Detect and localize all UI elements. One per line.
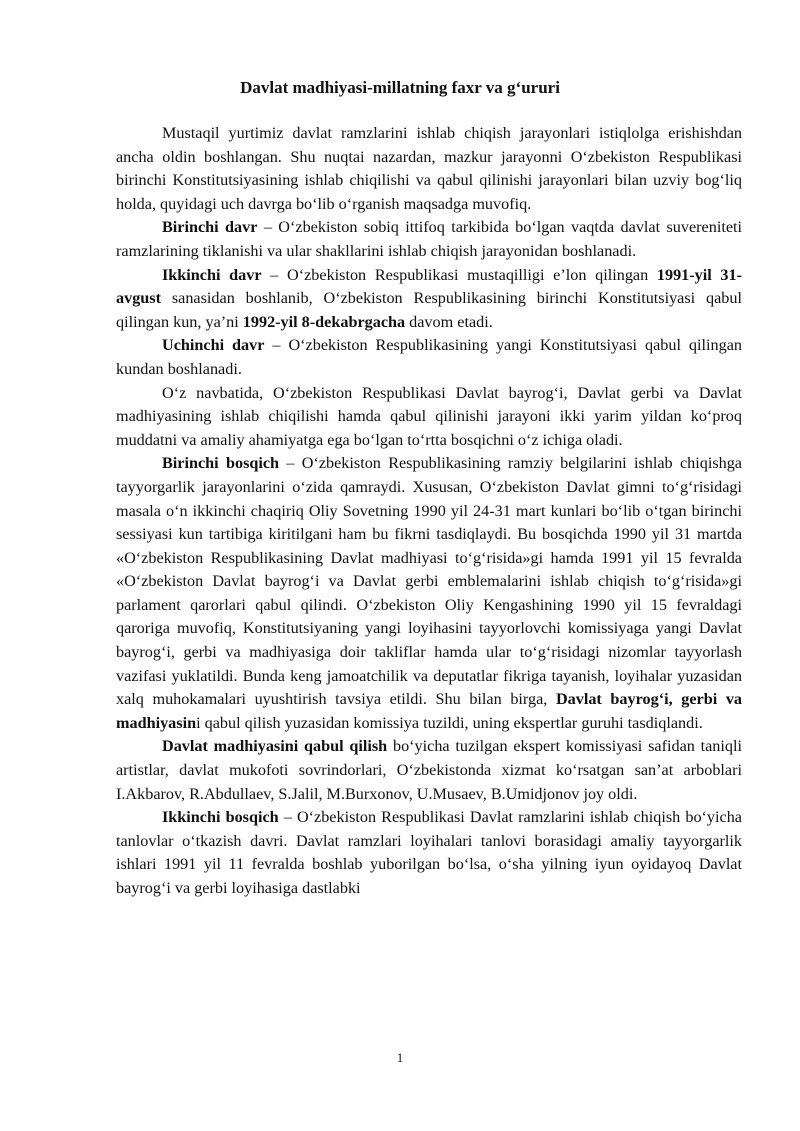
- paragraph-third-period: Uchinchi davr – O‘zbekiston Respublikasining yangi Konstitutsiyasi qabul qilingan kundan boshlanadi.: [116, 336, 742, 378]
- bold-date: 1992-yil 8-dekabrgacha: [242, 312, 406, 331]
- page-number: 1: [396, 1050, 404, 1065]
- document-title: Davlat madhiyasi-millatning faxr va g‘ururi: [240, 78, 560, 97]
- bold-date: 1991-yil 31-avgust: [116, 265, 742, 308]
- paragraph-anthem-commission: Davlat madhiyasini qabul qilish bo‘yicha tuzilgan ekspert komissiyasi safidan taniqli artistlar, davlat mukofoti sovrindorlari, O‘zbekistonda xizmat ko‘rsatgan san’at arboblari I.Akbarov, R.Abdullaev, S.Jalil, M.Burxonov, U.Musaev, B.Umidjonov joy oldi.: [116, 737, 742, 803]
- bold-term: Ikkinchi bosqich: [162, 808, 279, 827]
- bold-term: Davlat madhiyasini qabul qilish: [162, 737, 388, 756]
- bold-term: Uchinchi davr: [162, 336, 265, 355]
- paragraph-first-period: Birinchi davr – O‘zbekiston sobiq ittifoq tarkibida bo‘lgan vaqtda davlat suvereniteti ramzlarining tiklanishi va ular shakllarini ishlab chiqish jarayonidan boshlanadi.: [116, 218, 742, 260]
- paragraph-second-period: Ikkinchi davr – O‘zbekiston Respublikasi mustaqilligi e’lon qilingan 1991-yil 31-avgust sanasidan boshlanib, O‘zbekiston Respublikasining birinchi Konstitutsiyasi qabul qilingan kun, ya’ni 1992-yil 8-dekabrgacha davom etadi.: [116, 265, 742, 331]
- paragraph-second-stage: Ikkinchi bosqich – O‘zbekiston Respublikasi Davlat ramzlarini ishlab chiqish bo‘yicha tanlovlar o‘tkazish davri. Davlat ramzlari loyihalari tanlovi borasidagi amaliy tayyorgarlik ishlari 1991 yil 11 fevralda boshlab yuborilgan bo‘lsa, o‘sha yilning iyun oyidayoq Davlat bayrog‘i va gerbi loyihasiga dastlabki: [116, 808, 742, 897]
- paragraph-first-stage: Birinchi bosqich – O‘zbekiston Respublikasining ramziy belgilarini ishlab chiqishga tayyorgarlik jarayonlarini o‘zida qamraydi. Xususan, O‘zbekiston Davlat gimni to‘g‘risidagi masala o‘n ikkinchi chaqiriq Oliy Sovetning 1990 yil 24-31 mart kunlari bo‘lib o‘tgan birinchi sessiyasi kun tartibiga kiritilgani ham bu fikrni tasdiqlaydi. Bu bosqichda 1990 yil 31 martda «O‘zbekiston Respublikasining Davlat madhiyasi to‘g‘risida»gi hamda 1991 yil 15 fevralda «O‘zbekiston Davlat bayrog‘i va Davlat gerbi emblemalarini ishlab chiqish to‘g‘risida»gi parlament qarorlari qabul qilindi. O‘zbekiston Oliy Kengashining 1990 yil 15 fevraldagi qaroriga muvofiq, Konstitutsiyaning yangi loyihasini tayyorlovchi komissiyaga yangi Davlat bayrog‘i, gerbi va madhiyasiga doir takliflar hamda ular to‘g‘risidagi nizomlar tayyorlash vazifasi yuklatildi. Bunda keng jamoatchilik va deputatlar fikriga tayanish, loyihalar yuzasidan xalq muhokamalari uyushtirish tavsiya etildi. Shu bilan birga, Davlat bayrog‘i, gerbi va madhiyasini qabul qilish yuzasidan komissiya tuzildi, uning ekspertlar guruhi tasdiqlandi.: [116, 454, 743, 732]
- bold-term: Birinchi bosqich: [162, 454, 280, 473]
- paragraph-stages-overview: O‘z navbatida, O‘zbekiston Respublikasi Davlat bayrog‘i, Davlat gerbi va Davlat madhiyasining ishlab chiqilishi hamda qabul qilinishi jarayoni ikki yarim yildan ko‘proq muddatni va amaliy ahamiyatga ega bo‘lgan to‘rtta bosqichni o‘z ichiga oladi.: [116, 383, 742, 449]
- document-body: [116, 122, 742, 901]
- paragraph-intro: Mustaqil yurtimiz davlat ramzlarini ishlab chiqish jarayonlari istiqlolga erishishdan ancha oldin boshlangan. Shu nuqtai nazardan, mazkur jarayonni O‘zbekiston Respublikasi birinchi Konstitutsiyasining ishlab chiqilishi va qabul qilinishi jarayonlari bilan uzviy bog‘liq holda, quyidagi uch davrga bo‘lib o‘rganish maqsadga muvofiq.: [116, 124, 742, 213]
- bold-term: Ikkinchi davr: [162, 265, 262, 284]
- bold-term: Birinchi davr: [162, 218, 258, 237]
- bold-term: Davlat bayrog‘i, gerbi va madhiyasin: [116, 690, 743, 732]
